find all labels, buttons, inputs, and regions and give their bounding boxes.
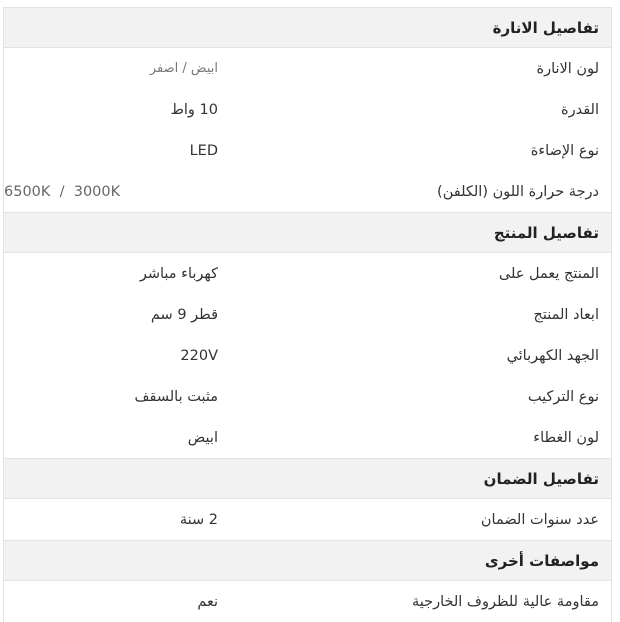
spec-row-color-temperature bbox=[4, 171, 611, 212]
spec-label: لون الانارة bbox=[536, 60, 599, 77]
spec-row-weather-resistance bbox=[4, 581, 611, 622]
spec-row-light-color bbox=[4, 48, 611, 89]
spec-label: الجهد الكهربائي bbox=[506, 347, 599, 364]
spec-label: لون الغطاء bbox=[533, 429, 599, 446]
spec-label: ابعاد المنتج bbox=[533, 306, 599, 323]
spec-value: 10 واط bbox=[170, 101, 218, 118]
spec-value: 220V bbox=[180, 347, 218, 364]
spec-label: القدرة bbox=[561, 101, 599, 118]
spec-label: المنتج يعمل على bbox=[498, 265, 599, 282]
spec-row-warranty-years bbox=[4, 499, 611, 540]
spec-value: نعم bbox=[197, 593, 218, 610]
spec-row-voltage bbox=[4, 335, 611, 376]
spec-value: كهرباء مباشر bbox=[139, 265, 218, 282]
spec-table bbox=[3, 7, 612, 622]
spec-value: قطر 9 سم bbox=[150, 306, 218, 323]
spec-value: 2 سنة bbox=[179, 511, 218, 528]
spec-label: درجة حرارة اللون (الكلفن) bbox=[437, 183, 599, 200]
spec-row-light-type bbox=[4, 130, 611, 171]
spec-value: 6500K / 3000K bbox=[4, 183, 121, 200]
spec-row-mount-type bbox=[4, 376, 611, 417]
spec-value: مثبت بالسقف bbox=[134, 388, 218, 405]
spec-label: عدد سنوات الضمان bbox=[480, 511, 599, 528]
section-header-product: تفاصيل المنتج bbox=[4, 212, 611, 253]
spec-label: نوع التركيب bbox=[527, 388, 599, 405]
spec-row-cover-color bbox=[4, 417, 611, 458]
spec-label: مقاومة عالية للظروف الخارجية bbox=[411, 593, 599, 610]
spec-value: ابيض / اصفر bbox=[149, 61, 218, 76]
section-header-lighting: تفاصيل الانارة bbox=[4, 7, 611, 48]
spec-value: ابيض bbox=[187, 429, 218, 446]
spec-row-power-source bbox=[4, 253, 611, 294]
spec-row-power bbox=[4, 89, 611, 130]
spec-row-dimensions bbox=[4, 294, 611, 335]
section-header-other: مواصفات أخرى bbox=[4, 540, 611, 581]
spec-label: نوع الإضاءة bbox=[530, 142, 599, 159]
spec-value: LED bbox=[189, 142, 218, 159]
section-header-warranty: تفاصيل الضمان bbox=[4, 458, 611, 499]
